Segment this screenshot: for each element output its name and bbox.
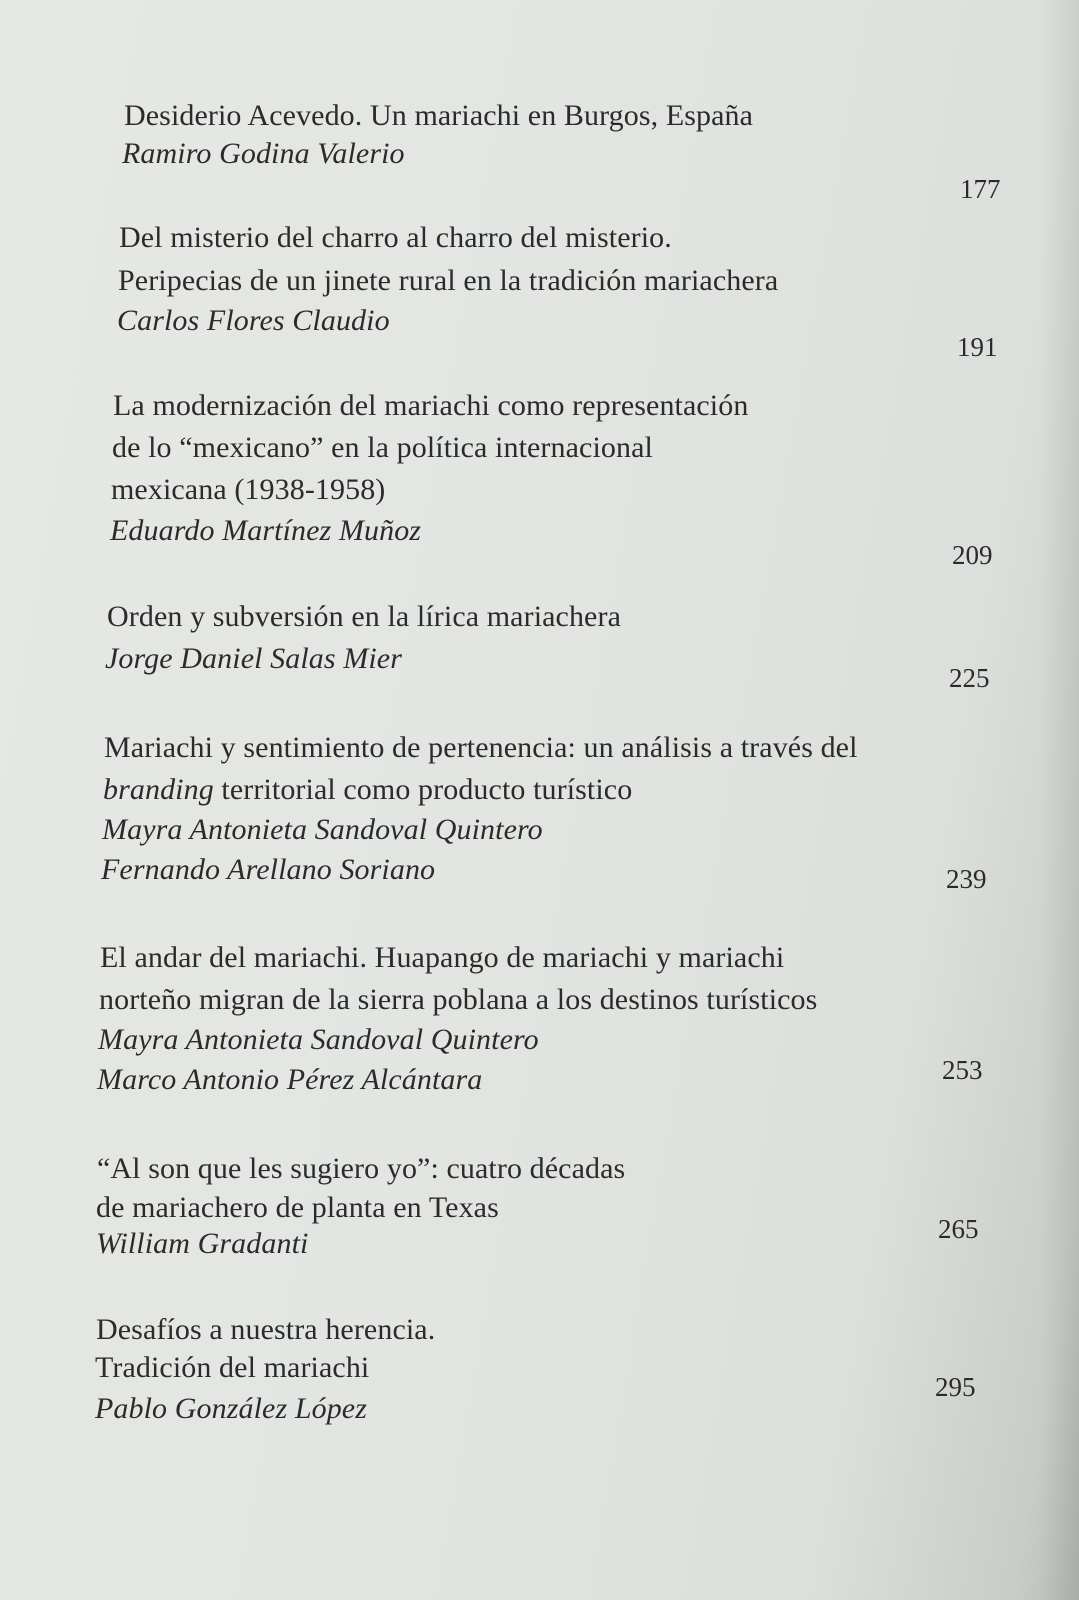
- entry-author: Eduardo Martínez Muñoz: [110, 514, 422, 547]
- entry-author: Pablo González López: [95, 1392, 367, 1425]
- entry-page-number: 209: [952, 540, 993, 570]
- entry-title-line: mexicana (1938-1958): [111, 473, 386, 506]
- entry-author: Fernando Arellano Soriano: [101, 853, 436, 886]
- entry-author: Jorge Daniel Salas Mier: [105, 642, 402, 675]
- entry-author: Ramiro Godina Valerio: [122, 137, 405, 170]
- entry-title-line: “Al son que les sugiero yo”: cuatro décadas: [97, 1152, 626, 1185]
- entry-title-line: de mariachero de planta en Texas: [96, 1191, 499, 1224]
- entry-title-line: El andar del mariachi. Huapango de mariachi y mariachi: [100, 941, 785, 974]
- entry-title-line: Peripecias de un jinete rural en la tradición mariachera: [118, 264, 779, 297]
- entry-title-line: Orden y subversión en la lírica mariachera: [107, 600, 621, 633]
- entry-page-number: 225: [949, 663, 990, 693]
- entry-title-line: norteño migran de la sierra poblana a los destinos turísticos: [99, 983, 818, 1016]
- entry-page-number: 177: [960, 174, 1001, 204]
- entry-title-line: Desafíos a nuestra herencia.: [96, 1313, 436, 1346]
- entry-title-line: Tradición del mariachi: [95, 1351, 370, 1384]
- entry-author: William Gradanti: [96, 1227, 309, 1260]
- entry-title-line: [103, 770, 632, 810]
- entry-page-number: 295: [935, 1372, 976, 1402]
- entry-title-line: Del misterio del charro al charro del misterio.: [119, 221, 672, 254]
- entry-page-number: 239: [946, 864, 987, 894]
- entry-title-line: Mariachi y sentimiento de pertenencia: un análisis a través del: [104, 731, 858, 764]
- entry-title-italic-term: branding: [103, 773, 214, 806]
- entry-author: Mayra Antonieta Sandoval Quintero: [102, 813, 543, 846]
- entry-page-number: 265: [938, 1214, 979, 1244]
- entry-author: Carlos Flores Claudio: [117, 304, 390, 337]
- entry-title-line: La modernización del mariachi como representación: [113, 389, 749, 422]
- entry-page-number: 191: [957, 332, 998, 362]
- entry-page-number: 253: [942, 1055, 983, 1085]
- entry-title-line-rest: territorial como producto turístico: [213, 773, 633, 806]
- entry-author: Mayra Antonieta Sandoval Quintero: [98, 1023, 539, 1056]
- entry-title-line: de lo “mexicano” en la política internacional: [112, 431, 653, 464]
- entry-title-line: Desiderio Acevedo. Un mariachi en Burgos, España: [124, 99, 754, 132]
- entry-author: Marco Antonio Pérez Alcántara: [97, 1063, 483, 1096]
- page-edge-shadow: [1039, 0, 1079, 1600]
